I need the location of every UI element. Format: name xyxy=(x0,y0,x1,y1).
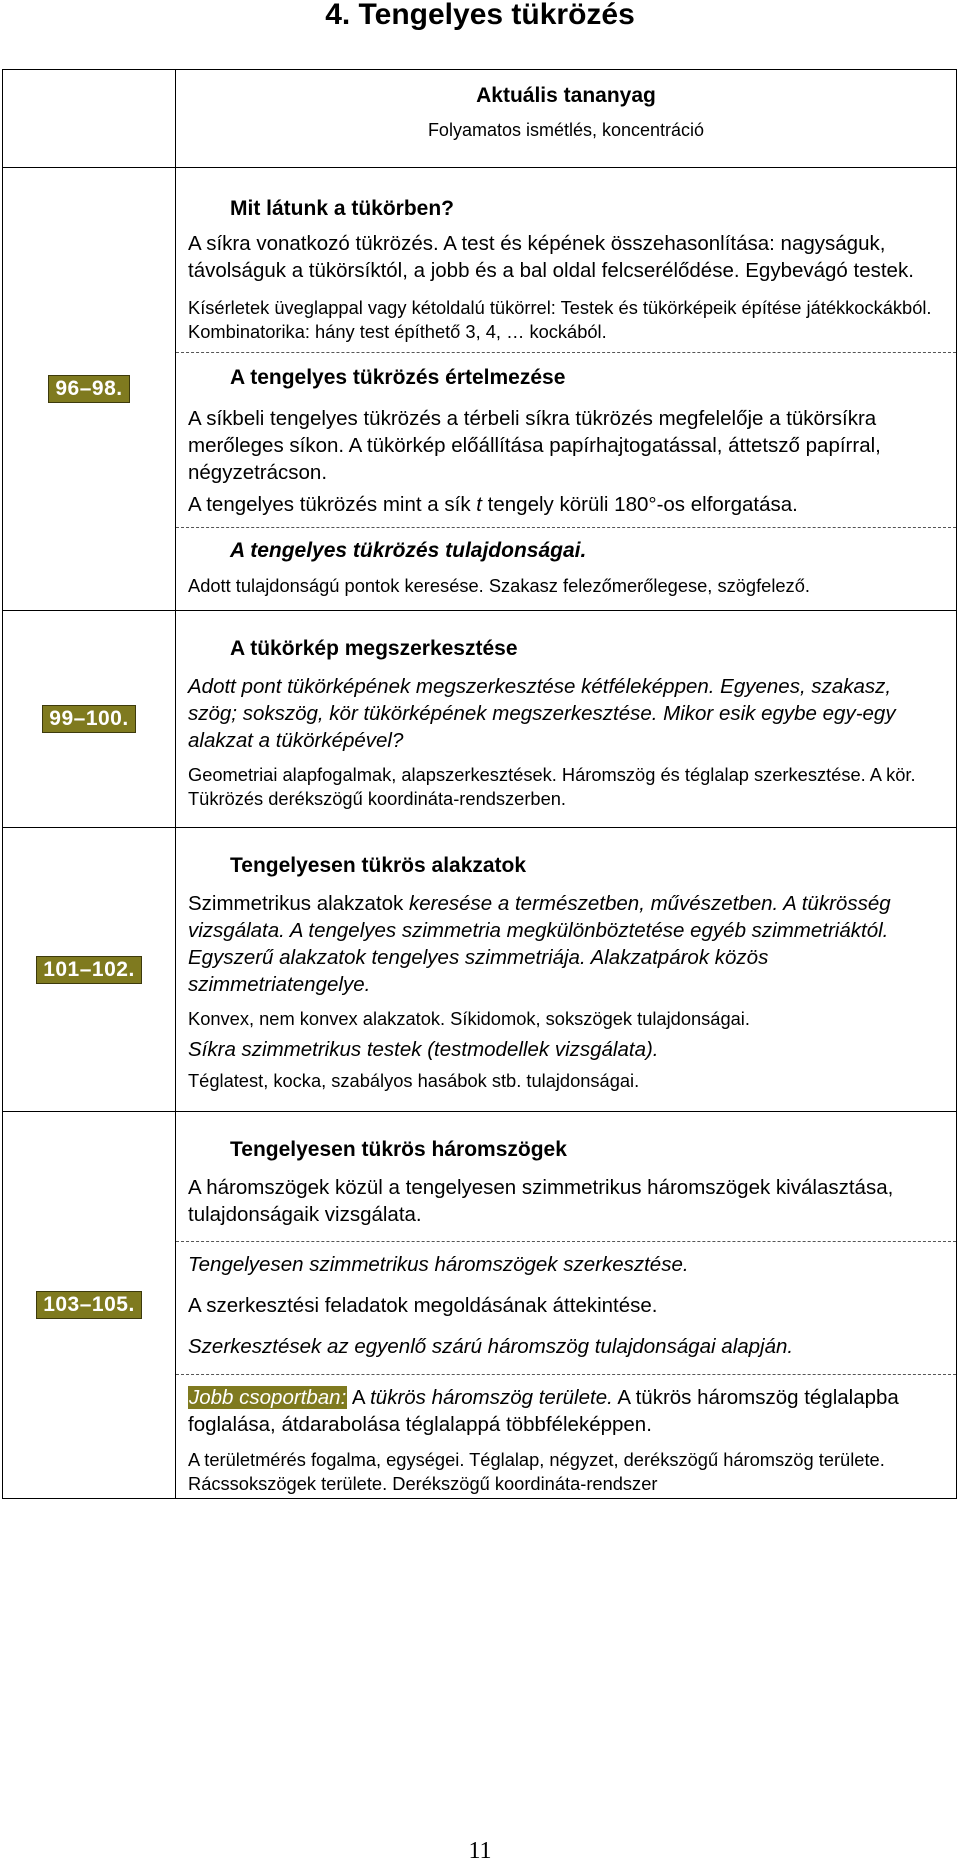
text-span: tükrös háromszög területe. xyxy=(370,1386,613,1409)
paragraph xyxy=(188,491,942,518)
paragraph: A területmérés fogalma, egységei. Téglalap, négyzet, derékszögű háromszög területe. Rácssokszögek területe. Derékszögű koordináta-rendszer xyxy=(188,1449,885,1494)
paragraph: A háromszögek közül a tengelyesen szimmetrikus háromszögek kiválasztása, tulajdonságaik vizsgálata. xyxy=(188,1176,894,1226)
section-heading: A tengelyes tükrözés tulajdonságai. xyxy=(230,539,587,562)
lesson-badge: 99–100. xyxy=(42,705,135,733)
column-subtitle: Folyamatos ismétlés, koncentráció xyxy=(427,120,705,140)
table-header-row xyxy=(3,70,957,168)
paragraph: Kísérletek üveglappal vagy kétoldalú tükörrel: Testek és tükörképeik építése játékkockákból. Kombinatorika: hány test építhető 3, 4, … kockából. xyxy=(188,297,932,342)
lesson-badge: 103–105. xyxy=(36,1291,142,1319)
text-span: A tükrös háromszög téglalapba foglalása, átdarabolása téglalappá többféleképpen. xyxy=(188,1386,899,1436)
lesson-cell xyxy=(3,828,176,1112)
paragraph xyxy=(188,890,942,998)
paragraph: Geometriai alapfogalmak, alapszerkesztések. Háromszög és téglalap szerkesztése. A kör. Tükrözés derékszögű koordináta-rendszerben. xyxy=(188,764,916,809)
paragraph xyxy=(188,1384,942,1438)
paragraph: Tengelyesen szimmetrikus háromszögek szerkesztése. xyxy=(188,1253,689,1276)
section-heading: Mit látunk a tükörben? xyxy=(230,197,455,220)
content-cell xyxy=(176,1112,957,1499)
text-span: Szimmetrikus alakzatok xyxy=(188,892,410,915)
page-number: 11 xyxy=(468,1838,492,1864)
paragraph: Adott tulajdonságú pontok keresése. Szakasz felezőmerőlegese, szögfelező. xyxy=(188,575,810,596)
section-heading: Tengelyesen tükrös alakzatok xyxy=(230,854,527,877)
highlight-label: Jobb csoportban: xyxy=(189,1386,347,1409)
content-cell xyxy=(176,611,957,828)
lesson-cell xyxy=(3,1112,176,1499)
section-heading: A tengelyes tükrözés értelmezése xyxy=(230,366,566,389)
lesson-badge: 101–102. xyxy=(36,956,142,984)
paragraph: A szerkesztési feladatok megoldásának áttekintése. xyxy=(188,1294,658,1317)
paragraph: Síkra szimmetrikus testek (testmodellek vizsgálata). xyxy=(188,1038,659,1061)
text-span: keresése a természetben, művészetben. A tükrösség vizsgálata. A tengelyes szimmetria megkülönböztetése egyéb szimmetriáktól. Egyszerű alakzatok tengelyes szimmetriája. Alakzatpárok közös szimmetriatengelye. xyxy=(188,892,891,996)
table-row xyxy=(3,828,957,1112)
column-title: Aktuális tananyag xyxy=(476,84,656,107)
table-row xyxy=(3,1112,957,1499)
lesson-cell xyxy=(3,168,176,611)
lesson-header-cell xyxy=(3,70,176,168)
paragraph: Adott pont tükörképének megszerkesztése kétféleképpen. Egyenes, szakasz, szög; sokszög, kör tükörképének megszerkesztése. Mikor esik egybe egy-egy alakzat a tükörképével? xyxy=(188,675,896,752)
table-row xyxy=(3,611,957,828)
variable-t: t xyxy=(476,493,482,516)
section-heading: A tükörkép megszerkesztése xyxy=(230,637,518,660)
section-heading: Tengelyesen tükrös háromszögek xyxy=(230,1138,567,1161)
paragraph: A síkra vonatkozó tükrözés. A test és képének összehasonlítása: nagyságuk, távolságuk a tükörsíktól, a jobb és a bal oldal felcserélődése. Egybevágó testek. xyxy=(188,232,914,282)
table-row xyxy=(3,168,957,611)
content-cell xyxy=(176,168,957,611)
curriculum-table xyxy=(2,69,957,1499)
text-span: A tengelyes tükrözés mint a sík xyxy=(188,493,477,516)
content-header-cell xyxy=(176,70,957,168)
lesson-badge: 96–98. xyxy=(48,375,129,403)
paragraph: Szerkesztések az egyenlő szárú háromszög tulajdonságai alapján. xyxy=(188,1335,794,1358)
paragraph: Konvex, nem konvex alakzatok. Síkidomok, sokszögek tulajdonságai. xyxy=(188,1008,750,1029)
text-span: A xyxy=(347,1386,371,1409)
paragraph: Téglatest, kocka, szabályos hasábok stb. tulajdonságai. xyxy=(188,1070,640,1091)
page-title: 4. Tengelyes tükrözés xyxy=(325,0,635,31)
text-span: tengely körüli 180°-os elforgatása. xyxy=(481,493,798,516)
content-cell xyxy=(176,828,957,1112)
lesson-cell xyxy=(3,611,176,828)
paragraph: A síkbeli tengelyes tükrözés a térbeli síkra tükrözés megfelelője a tükörsíkra merőleges síkon. A tükörkép előállítása papírhajtogatással, áttetsző papírral, négyzetrácson. xyxy=(188,407,881,484)
